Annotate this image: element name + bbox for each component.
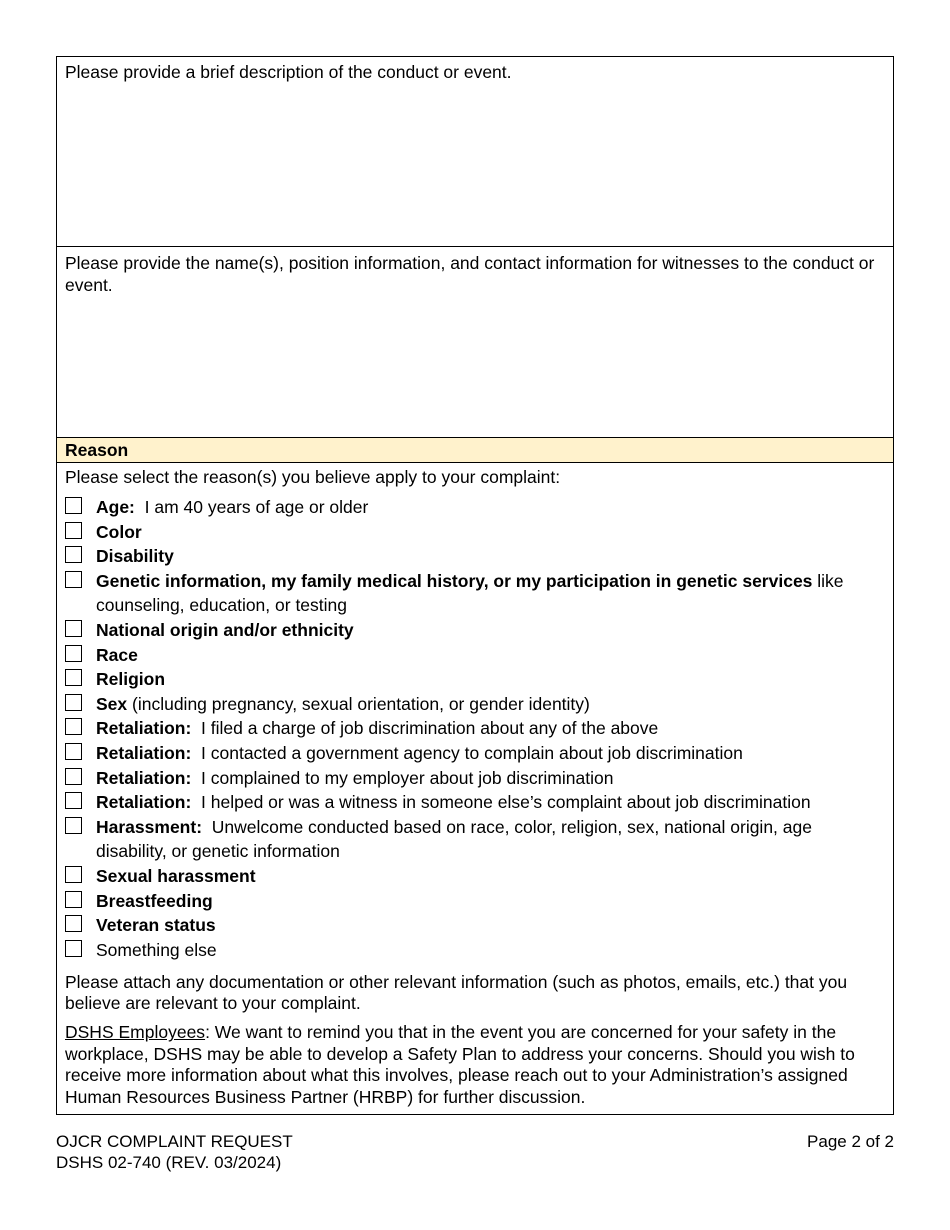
reason-label (96, 618, 885, 643)
reason-option[interactable] (65, 716, 885, 741)
reason-checkbox[interactable] (65, 669, 82, 686)
reason-checkbox[interactable] (65, 522, 82, 539)
reason-label-bold: Disability (96, 546, 174, 567)
reason-label-bold: Retaliation: (96, 767, 192, 788)
reason-option[interactable] (65, 913, 885, 938)
reason-label (96, 815, 885, 864)
reason-label-bold: Genetic information, my family medical history, or my participation in genetic services (96, 570, 813, 591)
form-number: DSHS 02-740 (REV. 03/2024) (56, 1153, 282, 1172)
reason-label-text: I helped or was a witness in someone else’s complaint about job discrimination (191, 792, 811, 813)
reason-option[interactable] (65, 544, 885, 569)
reason-label (96, 790, 885, 815)
reason-label-bold: Retaliation: (96, 742, 192, 763)
reason-option[interactable] (65, 741, 885, 766)
reason-label-text: I filed a charge of job discrimination about any of the above (191, 718, 659, 739)
reason-label-bold: Color (96, 521, 142, 542)
reason-checkbox[interactable] (65, 866, 82, 883)
reason-label (96, 889, 885, 914)
reason-checkbox[interactable] (65, 645, 82, 662)
reason-label-text: I contacted a government agency to complain about job discrimination (191, 742, 743, 763)
reason-label-bold: Religion (96, 669, 166, 690)
reason-label-text: like counseling, education, or testing (96, 570, 849, 616)
reason-label-bold: Veteran status (96, 915, 216, 936)
page-number: Page 2 of 2 (807, 1132, 894, 1151)
reason-checkbox[interactable] (65, 571, 82, 588)
reason-intro: Please select the reason(s) you believe apply to your complaint: (65, 467, 561, 487)
reason-label-bold: Sex (96, 693, 128, 714)
description-field[interactable] (57, 57, 893, 247)
reason-label-text: Something else (96, 939, 217, 960)
reason-checkbox[interactable] (65, 743, 82, 760)
reason-checkbox[interactable] (65, 546, 82, 563)
reason-label-text: Unwelcome conducted based on race, color, religion, sex, national origin, age disability, or genetic information (96, 816, 817, 862)
reason-label (96, 544, 885, 569)
reason-label-bold: Sexual harassment (96, 865, 256, 886)
form-name: OJCR COMPLAINT REQUEST (56, 1132, 293, 1151)
reason-option[interactable] (65, 495, 885, 520)
reason-option[interactable] (65, 889, 885, 914)
reason-checkbox[interactable] (65, 497, 82, 514)
reason-label-bold: Age: (96, 497, 135, 517)
reason-checkbox-list (65, 495, 885, 962)
reason-checkbox[interactable] (65, 694, 82, 711)
reason-label (96, 913, 885, 938)
reason-option[interactable] (65, 815, 885, 864)
reason-option[interactable] (65, 667, 885, 692)
reason-checkbox[interactable] (65, 768, 82, 785)
reason-label-bold: Retaliation: (96, 792, 192, 813)
reason-checkbox[interactable] (65, 817, 82, 834)
complaint-form (56, 56, 894, 1115)
employee-note-label: DSHS Employees (65, 1022, 206, 1043)
reason-option[interactable] (65, 618, 885, 643)
attachment-note: Please attach any documentation or other relevant information (such as photos, emails, etc.) that you believe are relevant to your complaint. (65, 972, 848, 1014)
employee-note-text: : We want to remind you that in the event you are concerned for your safety in the workplace, DSHS may be able to develop a Safety Plan to address your concerns. Should you wish to receive more information about what this involves, please reach out to your Administration’s assigned Human Resources Business Partner (HRBP) for further discussion. (65, 1022, 855, 1107)
reason-label (96, 520, 885, 545)
reason-checkbox[interactable] (65, 718, 82, 735)
reason-label-bold: Harassment: (96, 816, 203, 837)
reason-option[interactable] (65, 643, 885, 668)
reason-label (96, 569, 885, 618)
witness-prompt: Please provide the name(s), position information, and contact information for witnesses to the conduct or event. (65, 253, 875, 295)
reason-label-bold: Breastfeeding (96, 890, 213, 911)
reason-label (96, 864, 885, 889)
reason-option[interactable] (65, 938, 885, 963)
page-footer (56, 1131, 894, 1173)
reason-label (96, 716, 885, 741)
reason-checkbox[interactable] (65, 891, 82, 908)
reason-label-text: I complained to my employer about job discrimination (191, 767, 614, 788)
reason-label (96, 667, 885, 692)
reason-checkbox[interactable] (65, 940, 82, 957)
reason-checkbox[interactable] (65, 792, 82, 809)
reason-label (96, 741, 885, 766)
reason-option[interactable] (65, 520, 885, 545)
reason-label (96, 766, 885, 791)
employee-safety-note (65, 1022, 885, 1108)
reason-label (96, 495, 885, 520)
reason-label (96, 692, 885, 717)
reason-label (96, 643, 885, 668)
reason-label-bold: National origin and/or ethnicity (96, 619, 354, 640)
reason-option[interactable] (65, 569, 885, 618)
reason-label-bold: Retaliation: (96, 718, 192, 739)
reason-label-text: I am 40 years of age or older (134, 497, 369, 517)
reason-label-text: (including pregnancy, sexual orientation, or gender identity) (127, 693, 590, 714)
reason-label (96, 938, 885, 963)
reason-checkbox[interactable] (65, 620, 82, 637)
reason-option[interactable] (65, 790, 885, 815)
reason-checkbox[interactable] (65, 915, 82, 932)
reason-option[interactable] (65, 864, 885, 889)
witness-field[interactable] (57, 247, 893, 438)
reason-option[interactable] (65, 692, 885, 717)
reason-option[interactable] (65, 766, 885, 791)
reason-section-header: Reason (57, 438, 893, 463)
description-prompt: Please provide a brief description of the conduct or event. (65, 62, 512, 82)
reason-label-bold: Race (96, 644, 138, 665)
reason-section (57, 463, 893, 1114)
